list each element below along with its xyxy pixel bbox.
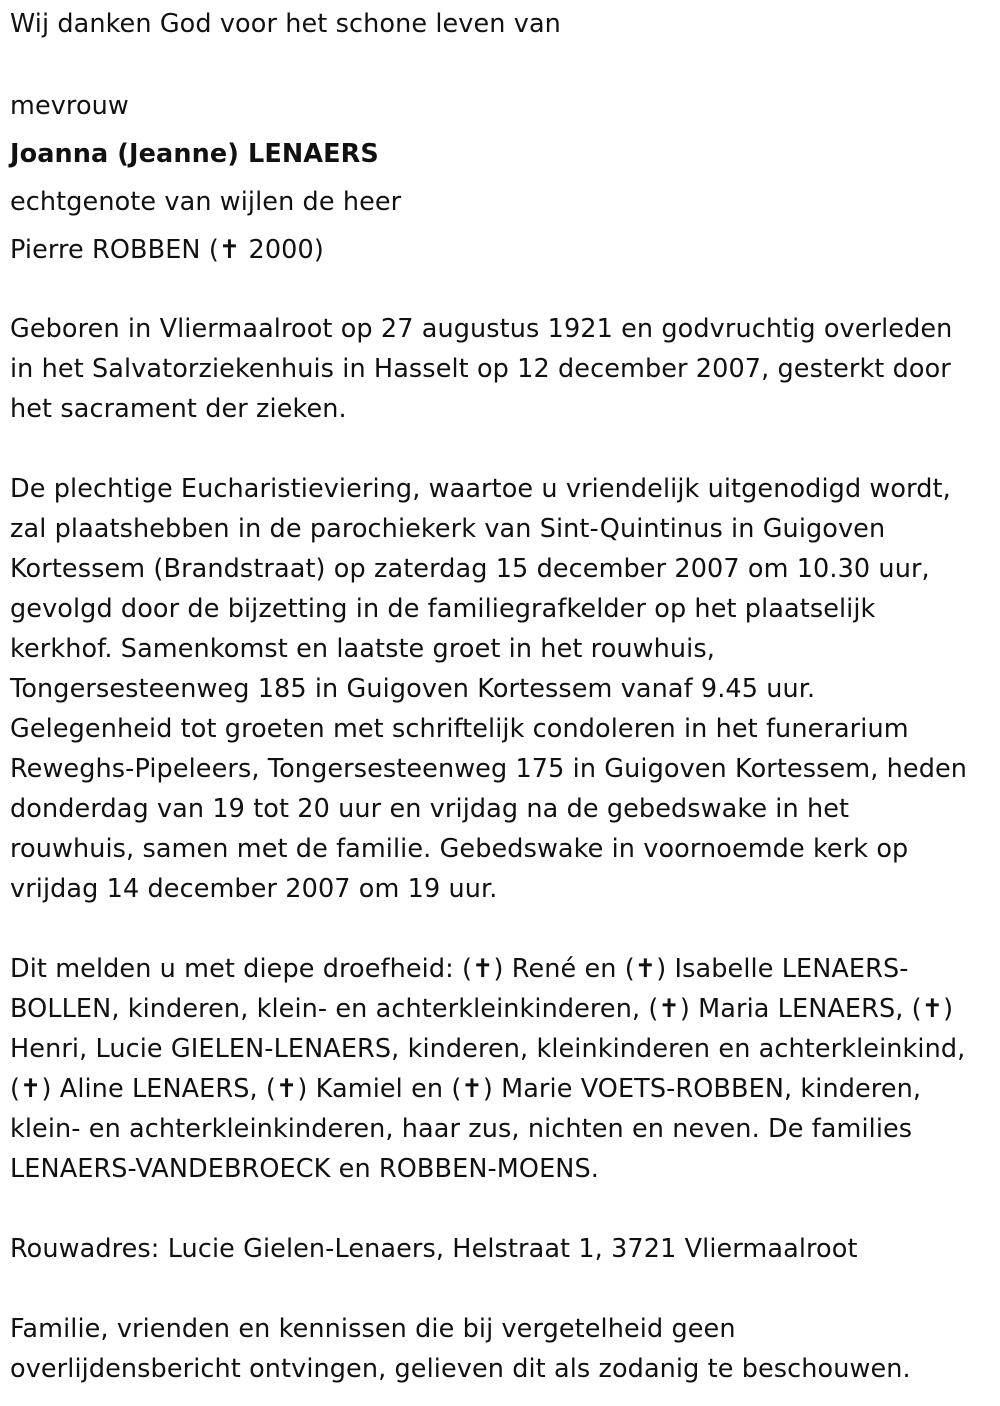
- paragraph-line: donderdag van 19 tot 20 uur en vrijdag na de gebedswake in het: [10, 794, 850, 824]
- family-paragraph: [10, 949, 965, 1189]
- paragraph-line: Reweghs-Pipeleers, Tongersesteenweg 175 in Guigoven Kortessem, heden: [10, 754, 968, 784]
- deceased-name: Joanna (Jeanne) LENAERS: [10, 139, 379, 169]
- paragraph-line: Dit melden u met diepe droefheid: (✝) René en (✝) Isabelle LENAERS-: [10, 954, 909, 984]
- paragraph-line: Kortessem (Brandstraat) op zaterdag 15 december 2007 om 10.30 uur,: [10, 554, 930, 584]
- paragraph-line: LENAERS-VANDEBROECK en ROBBEN-MOENS.: [10, 1154, 599, 1184]
- mourning-address: Rouwadres: Lucie Gielen-Lenaers, Helstraat 1, 3721 Vliermaalroot: [10, 1234, 858, 1264]
- paragraph-line: BOLLEN, kinderen, klein- en achterkleinkinderen, (✝) Maria LENAERS, (✝): [10, 994, 954, 1024]
- paragraph-line: Familie, vrienden en kennissen die bij vergetelheid geen: [10, 1314, 736, 1344]
- spouse-intro-line: echtgenote van wijlen de heer: [10, 187, 402, 217]
- honorific: mevrouw: [10, 91, 129, 121]
- intro-line: Wij danken God voor het schone leven van: [10, 9, 561, 39]
- paragraph-line: zal plaatshebben in de parochiekerk van Sint-Quintinus in Guigoven: [10, 514, 886, 544]
- paragraph-line: Henri, Lucie GIELEN-LENAERS, kinderen, kleinkinderen en achterkleinkind,: [10, 1034, 966, 1064]
- paragraph-line: klein- en achterkleinkinderen, haar zus, nichten en neven. De families: [10, 1114, 913, 1144]
- paragraph-line: gevolgd door de bijzetting in de familiegrafkelder op het plaatselijk: [10, 594, 876, 624]
- birth-death-paragraph: [10, 309, 952, 429]
- paragraph-line: in het Salvatorziekenhuis in Hasselt op 12 december 2007, gesterkt door: [10, 354, 951, 384]
- paragraph-line: Gelegenheid tot groeten met schriftelijk condoleren in het funerarium: [10, 714, 909, 744]
- paragraph-line: De plechtige Eucharistieviering, waartoe u vriendelijk uitgenodigd wordt,: [10, 474, 951, 504]
- paragraph-line: overlijdensbericht ontvingen, gelieven dit als zodanig te beschouwen.: [10, 1354, 911, 1384]
- paragraph-line: Tongersesteenweg 185 in Guigoven Kortessem vanaf 9.45 uur.: [10, 674, 816, 704]
- paragraph-line: (✝) Aline LENAERS, (✝) Kamiel en (✝) Marie VOETS-ROBBEN, kinderen,: [10, 1074, 922, 1104]
- paragraph-line: het sacrament der zieken.: [10, 394, 347, 424]
- note-paragraph: [10, 1309, 911, 1389]
- address-paragraph: [10, 1229, 858, 1269]
- service-paragraph: [10, 469, 967, 909]
- spouse-name: Pierre ROBBEN (✝ 2000): [10, 235, 324, 265]
- paragraph-line: rouwhuis, samen met de familie. Gebedswake in voornoemde kerk op: [10, 834, 909, 864]
- paragraph-line: Geboren in Vliermaalroot op 27 augustus 1921 en godvruchtig overleden: [10, 314, 953, 344]
- paragraph-line: vrijdag 14 december 2007 om 19 uur.: [10, 874, 498, 904]
- paragraph-line: kerkhof. Samenkomst en laatste groet in het rouwhuis,: [10, 634, 715, 664]
